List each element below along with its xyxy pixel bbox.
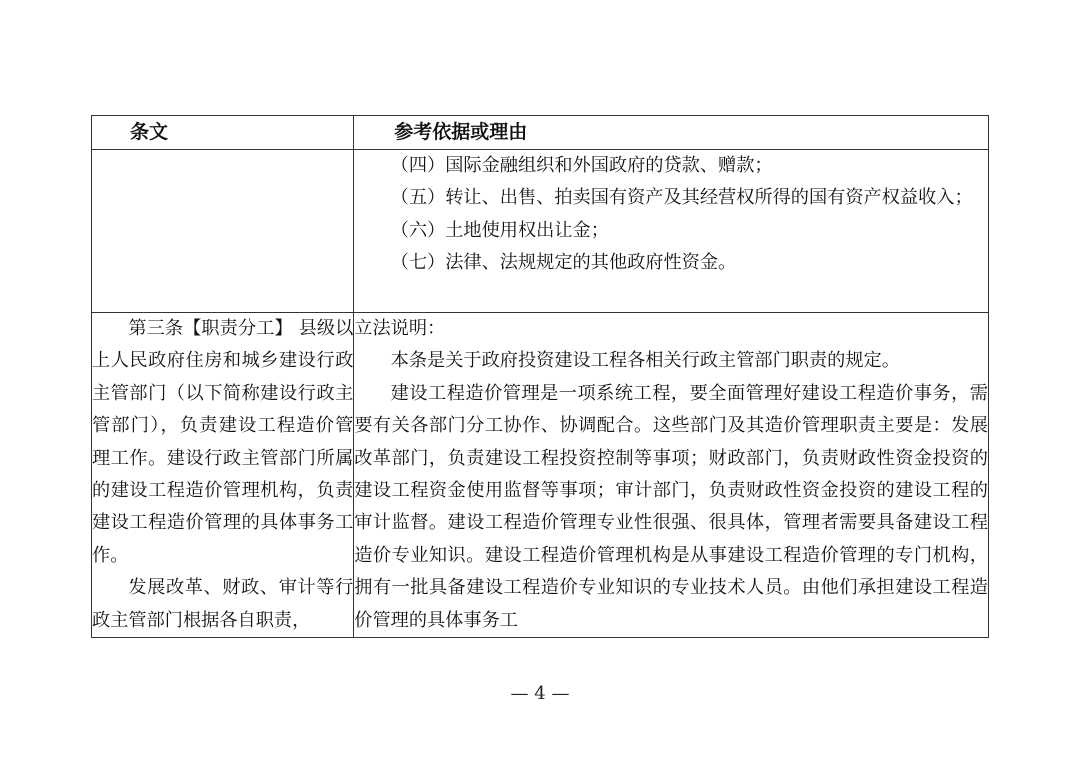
page-number: — 4 — bbox=[510, 683, 570, 704]
paragraph: （七）法律、法规规定的其他政府性资金。 bbox=[390, 252, 737, 274]
paragraph: 第三条【职责分工】 县级以上人民政府住房和城乡建设行政主管部门（以下简称建设行政主管部门），负责建设工程造价管理工作。建设行政主管部门所属的建设工程造价管理机构，负责建设工程造价管理的具体事务工作。 bbox=[92, 318, 354, 566]
basis-cell bbox=[354, 313, 989, 638]
header-provision-label: 条文 bbox=[130, 121, 169, 143]
table-row bbox=[92, 313, 989, 638]
paragraph: 立法说明： bbox=[354, 318, 446, 339]
paragraph: 本条是关于政府投资建设工程各相关行政主管部门职责的规定。 bbox=[390, 350, 900, 372]
provision-cell bbox=[92, 150, 354, 313]
header-cell-provision bbox=[92, 116, 354, 150]
provision-cell bbox=[92, 313, 354, 638]
basis-text bbox=[354, 150, 988, 280]
basis-text bbox=[354, 313, 988, 637]
provision-text bbox=[92, 313, 353, 637]
table-row bbox=[92, 150, 989, 313]
paragraph: 建设工程造价管理是一项系统工程，要全面管理好建设工程造价事务，需要有关各部门分工协作、协调配合。这些部门及其造价管理职责主要是：发展改革部门，负责建设工程投资控制等事项；财政部门，负责财政性资金投资的建设工程资金使用监督等事项；审计部门，负责财政性资金投资的建设工程的审计监督。建设工程造价管理专业性很强、很具体，管理者需要具备建设工程造价专业知识。建设工程造价管理机构是从事建设工程造价管理的专门机构，拥有一批具备建设工程造价专业知识的专业技术人员。由他们承担建设工程造价管理的具体事务工 bbox=[354, 382, 988, 631]
paragraph: 发展改革、财政、审计等行政主管部门根据各自职责， bbox=[92, 577, 354, 631]
basis-cell bbox=[354, 150, 989, 313]
header-cell-basis bbox=[354, 116, 989, 150]
paragraph: （六）土地使用权出让金； bbox=[390, 219, 609, 241]
header-basis-label: 参考依据或理由 bbox=[394, 121, 528, 143]
paragraph: （四）国际金融组织和外国政府的贷款、赠款； bbox=[390, 155, 773, 176]
paragraph: （五）转让、出售、拍卖国有资产及其经营权所得的国有资产权益收入； bbox=[390, 187, 973, 209]
provision-table bbox=[91, 115, 989, 638]
table-header-row bbox=[92, 116, 989, 150]
